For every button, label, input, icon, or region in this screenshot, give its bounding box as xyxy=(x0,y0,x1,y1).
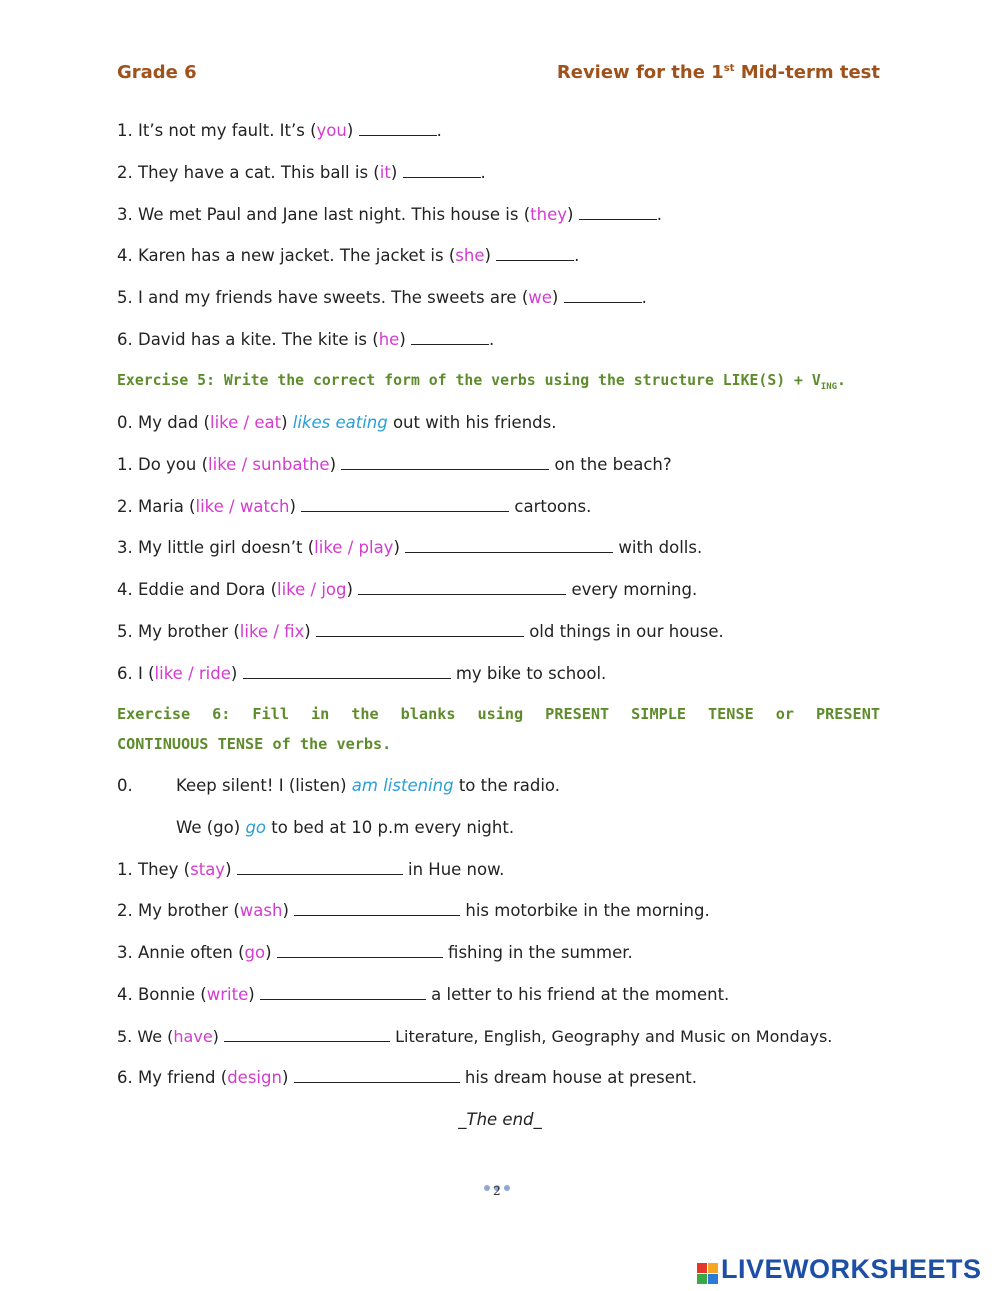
possessive-item-3: 3. We met Paul and Jane last night. This house is (they) . xyxy=(117,205,662,224)
exercise-6-title-line1: Exercise 6: Fill in the blanks using PRESENT SIMPLE TENSE or PRESENT xyxy=(117,705,880,723)
answer-blank[interactable] xyxy=(411,332,489,345)
exercise-5-title: Exercise 5: Write the correct form of the verbs using the structure LIKE(S) + $V_{ING}$. xyxy=(117,372,846,392)
answer-blank[interactable] xyxy=(405,540,613,553)
live-badge-icon xyxy=(697,1263,718,1284)
the-end-text: _The end_ xyxy=(458,1110,542,1129)
answer-blank[interactable] xyxy=(564,290,642,303)
page-title xyxy=(557,62,880,83)
brand-text: LIVEWORKSHEETS xyxy=(721,1254,982,1284)
title-post: Mid-term test xyxy=(734,62,880,83)
exercise-5-item-4: 4. Eddie and Dora (like / jog) every morning. xyxy=(117,580,698,599)
exercise-5-item-6: 6. I (like / ride) my bike to school. xyxy=(117,664,607,683)
answer-blank[interactable] xyxy=(260,987,426,1000)
answer-blank[interactable] xyxy=(237,862,403,875)
answer-blank[interactable] xyxy=(316,624,524,637)
page-number: 2 xyxy=(493,1184,501,1198)
exercise-6-example-number: 0. xyxy=(117,776,133,795)
answer-blank[interactable] xyxy=(358,582,566,595)
answer-blank[interactable] xyxy=(579,207,657,220)
exercise-6-item-2: 2. My brother (wash) his motorbike in the morning. xyxy=(117,901,710,920)
exercise-5-item-5: 5. My brother (like / fix) old things in our house. xyxy=(117,622,724,641)
exercise-5-item-1: 1. Do you (like / sunbathe) on the beach? xyxy=(117,455,672,474)
exercise-6-example-2: We (go) go to bed at 10 p.m every night. xyxy=(176,818,515,837)
possessive-item-2: 2. They have a cat. This ball is (it) . xyxy=(117,163,486,182)
possessive-item-6: 6. David has a kite. The kite is (he) . xyxy=(117,330,495,349)
exercise-6-item-1: 1. They (stay) in Hue now. xyxy=(117,860,505,879)
answer-blank[interactable] xyxy=(341,457,549,470)
answer-blank[interactable] xyxy=(294,903,460,916)
answer-blank[interactable] xyxy=(496,248,574,261)
exercise-6-item-3: 3. Annie often (go) fishing in the summer. xyxy=(117,943,633,962)
possessive-item-4: 4. Karen has a new jacket. The jacket is (she) . xyxy=(117,246,580,265)
liveworksheets-logo xyxy=(697,1254,982,1285)
answer-blank[interactable] xyxy=(359,123,437,136)
answer-blank[interactable] xyxy=(224,1029,390,1042)
exercise-6-example-1: Keep silent! I (listen) am listening to the radio. xyxy=(176,776,560,795)
grade-label: Grade 6 xyxy=(117,62,197,83)
exercise-6-item-4: 4. Bonnie (write) a letter to his friend at the moment. xyxy=(117,985,730,1004)
exercise-6-item-5: 5. We (have) Literature, English, Geography and Music on Mondays. xyxy=(117,1027,833,1046)
exercise-6-title-line2: CONTINUOUS TENSE of the verbs. xyxy=(117,735,392,753)
answer-blank[interactable] xyxy=(277,945,443,958)
possessive-item-1: 1. It’s not my fault. It’s (you) . xyxy=(117,121,442,140)
answer-blank[interactable] xyxy=(243,666,451,679)
title-pre: Review for the 1 xyxy=(556,62,724,83)
exercise-5-item-2: 2. Maria (like / watch) cartoons. xyxy=(117,497,592,516)
exercise-5-item-3: 3. My little girl doesn’t (like / play) with dolls. xyxy=(117,538,703,557)
answer-blank[interactable] xyxy=(403,165,481,178)
title-sup: st xyxy=(723,63,735,74)
exercise-5-example: 0. My dad (like / eat) likes eating out with his friends. xyxy=(117,413,557,432)
answer-blank[interactable] xyxy=(301,499,509,512)
answer-blank[interactable] xyxy=(294,1070,460,1083)
possessive-item-5: 5. I and my friends have sweets. The sweets are (we) . xyxy=(117,288,647,307)
exercise-6-item-6: 6. My friend (design) his dream house at present. xyxy=(117,1068,698,1087)
